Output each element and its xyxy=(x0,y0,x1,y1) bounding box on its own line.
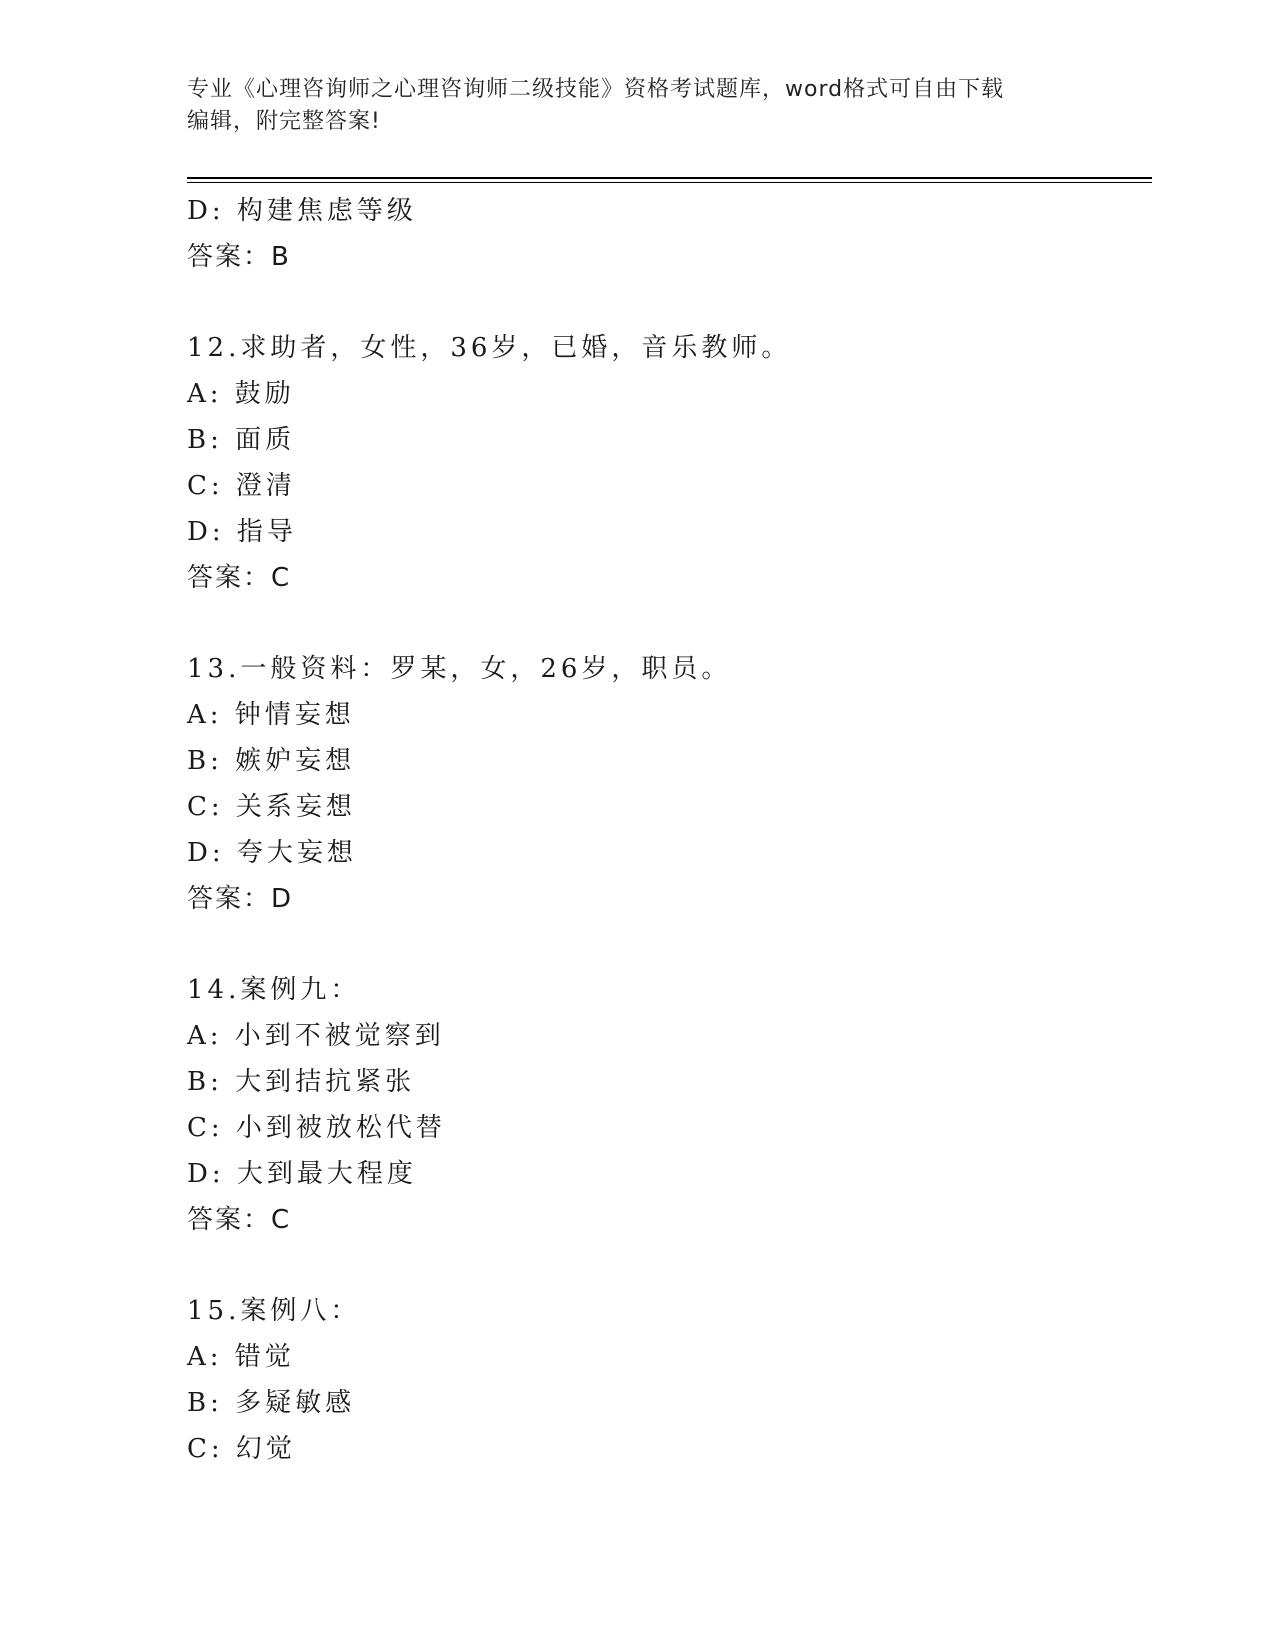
question-12 xyxy=(187,325,1152,601)
question-13 xyxy=(187,646,1152,922)
answer-line: 答案：B xyxy=(187,242,291,272)
answer-line: 答案：C xyxy=(187,563,292,593)
question-15 xyxy=(187,1288,1152,1472)
option-a: A: 钟情妄想 xyxy=(187,700,355,730)
option-c: C: 幻觉 xyxy=(187,1434,296,1464)
previous-question-tail xyxy=(187,188,1152,280)
option-d: D: 指导 xyxy=(187,517,297,547)
answer-line: 答案：D xyxy=(187,884,294,914)
document-header xyxy=(187,74,1087,138)
option-d: D: 构建焦虑等级 xyxy=(187,196,417,226)
question-list xyxy=(187,188,1152,1472)
header-line-2: 编辑，附完整答案! xyxy=(187,109,381,134)
option-c: C: 关系妄想 xyxy=(187,792,356,822)
option-a: A: 小到不被觉察到 xyxy=(187,1021,445,1051)
answer-line: 答案：C xyxy=(187,1205,292,1235)
option-b: B: 大到拮抗紧张 xyxy=(187,1067,416,1097)
option-b: B: 面质 xyxy=(187,425,296,455)
question-stem: 13.一般资料：罗某，女，26岁，职员。 xyxy=(187,654,732,684)
question-stem: 15.案例八： xyxy=(187,1296,361,1326)
option-b: B: 多疑敏感 xyxy=(187,1388,356,1418)
option-a: A: 错觉 xyxy=(187,1342,295,1372)
option-b: B: 嫉妒妄想 xyxy=(187,746,356,776)
header-line-1: 专业《心理咨询师之心理咨询师二级技能》资格考试题库，word格式可自由下载 xyxy=(187,77,1005,102)
option-d: D: 夸大妄想 xyxy=(187,838,357,868)
option-c: C: 小到被放松代替 xyxy=(187,1113,446,1143)
question-14 xyxy=(187,967,1152,1243)
question-stem: 12.求助者，女性，36岁，已婚，音乐教师。 xyxy=(187,333,792,363)
header-rule-thin xyxy=(187,182,1152,183)
question-stem: 14.案例九： xyxy=(187,975,361,1005)
option-d: D: 大到最大程度 xyxy=(187,1159,417,1189)
option-a: A: 鼓励 xyxy=(187,379,295,409)
header-rule-thick xyxy=(187,177,1152,179)
option-c: C: 澄清 xyxy=(187,471,296,501)
